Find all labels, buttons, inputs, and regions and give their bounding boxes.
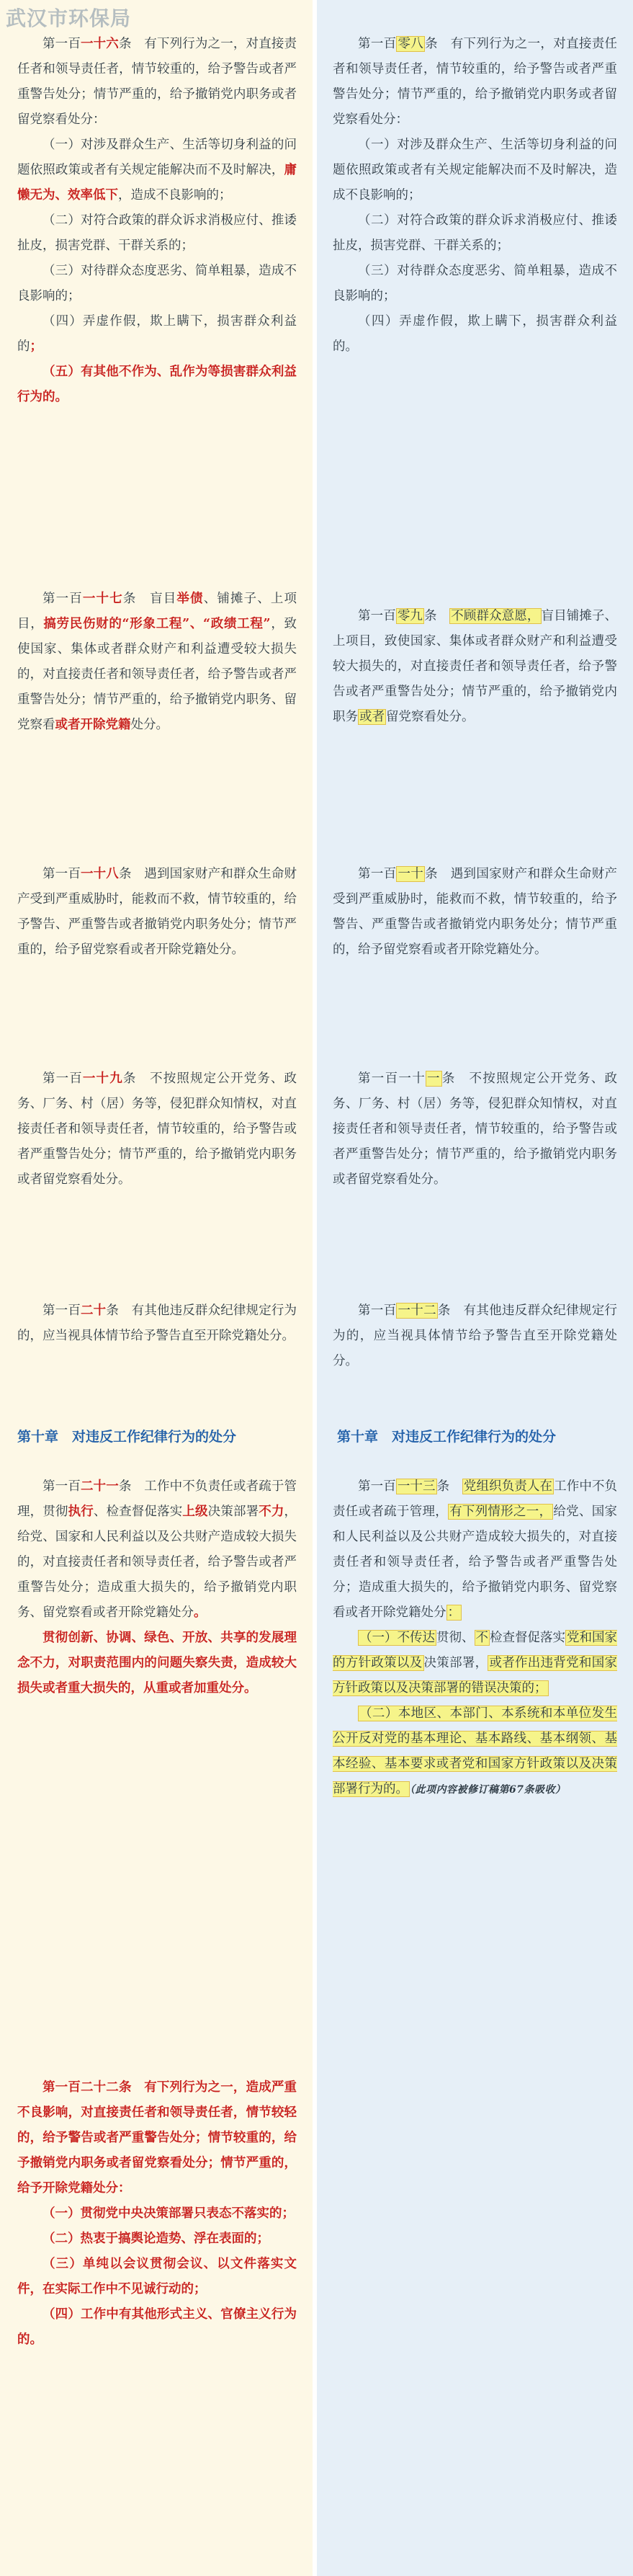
article-113: 第一百 一十三 条 党组织负责人在 工作中不负责任或者疏于管理， 有下列情形之一， 给党、国家和人民利益以及公共财产造成较大损失的，对直接责任者和领导责任者，给予警告或者严重警告处分；造成重大损失的，给予撤销党内职务、留党察看或者开除党籍处分 ： （一）不传达 贯彻、 不 检查督促落实 党和国家的方针政策以及 决策部署， 或者作出违背党和国家方针政策以及决策部署的错误决策的； （二）本地区、本部门、本系统和本单位发生公开反对党的基本理论、基本路线、基本纲领、基本经验、基本要求或者党和国家方针政策以及决策部署行为的。 （此项内容被修订稿第67条吸收） bbox=[333, 1474, 617, 1803]
article-111: 第一百一十 一 条 不按照规定公开党务、政务、厂务、村（居）务等，侵犯群众知情权，对直接责任者和领导责任者，情节较重的，给予警告或者严重警告处分；情节严重的，给予撤销党内职务或者留党察看处分。 bbox=[333, 1071, 618, 1187]
article-121-para-2: 贯彻创新、协调、绿色、开放、共享的发展理念不力，对职责范围内的问题失察失责，造成较大损失或者重大损失的，从重或者加重处分。 bbox=[17, 1631, 297, 1695]
article-121: 第一百二十一条 工作中不负责任或者疏于管理，贯彻执行、检查督促落实上级决策部署不力，给党、国家和人民利益以及公共财产造成较大损失的，对直接责任者和领导责任者，给予警告或者严重警告处分；造成重大损失的，给予撤销党内职务、留党察看或者开除党籍处分。 贯彻创新、协调、绿色、开放、共享的发展理念不力，对职责范围内的问题失察失责，造成较大损失或者重大损失的，从重或者加重处分。 bbox=[17, 1474, 297, 1701]
left-column bbox=[0, 0, 313, 2576]
article-117: 第一百一十七条 盲目举债、铺摊子、上项目，搞劳民伤财的“形象工程”、“政绩工程”，致使国家、集体或者群众财产和利益遭受较大损失的，对直接责任者和领导责任者，给予警告或者严重警告处分；情节严重的，给予撤销党内职务、留党察看或者开除党籍处分。 bbox=[17, 592, 297, 732]
article-122-item-2: （二）热衷于搞舆论造势、浮在表面的； bbox=[42, 2232, 269, 2246]
article-116 bbox=[17, 32, 297, 410]
article-108-item-4: （四）弄虚作假，欺上瞒下，损害群众利益的。 bbox=[333, 314, 617, 354]
article-108-item-1: （一）对涉及群众生产、生活等切身利益的问题依照政策或者有关规定能解决而不及时解决，造成不良影响的； bbox=[333, 138, 617, 202]
article-108-item-2: （二）对符合政策的群众诉求消极应付、推诿扯皮，损害党群、干群关系的； bbox=[333, 213, 617, 253]
article-116-item-4: （四）弄虚作假，欺上瞒下，损害群众利益的； bbox=[17, 314, 297, 354]
article-108-item-3: （三）对待群众态度恶劣、简单粗暴，造成不良影响的； bbox=[333, 264, 617, 303]
article-116-item-2: （二）对符合政策的群众诉求消极应付、推诿扯皮，损害党群、干群关系的； bbox=[17, 213, 297, 253]
watermark-logo: 武汉市环保局 bbox=[6, 6, 132, 30]
chapter-10-heading: 第十章 对违反工作纪律行为的处分 bbox=[17, 1429, 237, 1445]
article-116-item-3: （三）对待群众态度恶劣、简单粗暴，造成不良影响的； bbox=[17, 264, 297, 303]
right-column bbox=[317, 0, 633, 2576]
article-116-item-1: （一）对涉及群众生产、生活等切身利益的问题依照政策或者有关规定能解决而不及时解决，庸懒无为、效率低下，造成不良影响的； bbox=[17, 138, 297, 202]
article-110: 第一百 一十 条 遇到国家财产和群众生命财产受到严重威胁时，能救而不救，情节较重的，给予警告、严重警告或者撤销党内职务处分；情节严重的，给予留党察看或者开除党籍处分。 bbox=[333, 867, 618, 957]
revision-note: （此项内容被修订稿第67条吸收） bbox=[410, 1784, 566, 1796]
article-113-item-2: （二）本地区、本部门、本系统和本单位发生公开反对党的基本理论、基本路线、基本纲领、基本经验、基本要求或者党和国家方针政策以及决策部署行为的。 （此项内容被修订稿第67条吸收） bbox=[333, 1706, 617, 1796]
article-122: 第一百二十二条 有下列行为之一，造成严重不良影响，对直接责任者和领导责任者，情节较轻的，给予警告或者严重警告处分；情节较重的，给予撤销党内职务或者留党察看处分；情节严重的，给予开除党籍处分： （一）贯彻党中央决策部署只表态不落实的； （二）热衷于搞舆论造势、浮在表面的； （三）单纯以会议贯彻会议、以文件落实文件，在实际工作中不见诚行动的； （四）工作中有其他形式主义、官僚主义行为的。 bbox=[17, 2075, 297, 2353]
article-108: 第一百 零八 条 有下列行为之一，对直接责任者和领导责任者，情节较重的，给予警告或者严重警告处分；情节严重的，给予撤销党内职务或者留党察看处分： （一）对涉及群众生产、生活等切身利益的问题依照政策或者有关规定能解决而不及时解决，造成不良影响的； （二）对符合政策的群众诉求消极应付、推诿扯皮，损害党群、干群关系的； （三）对待群众态度恶劣、简单粗暴，造成不良影响的； （四）弄虚作假，欺上瞒下，损害群众利益的。 bbox=[333, 32, 617, 360]
article-113-item-1: （一）不传达 贯彻、 不 检查督促落实 党和国家的方针政策以及 决策部署， 或者作出违背党和国家方针政策以及决策部署的错误决策的； bbox=[333, 1631, 618, 1695]
article-118: 第一百一十八条 遇到国家财产和群众生命财产受到严重威胁时，能救而不救，情节较重的，给予警告、严重警告或者撤销党内职务处分；情节严重的，给予留党察看或者开除党籍处分。 bbox=[17, 867, 297, 957]
article-109: 第一百 零九 条 不顾群众意愿， 盲目铺摊子、上项目，致使国家、集体或者群众财产和利益遭受较大损失的，对直接责任者和领导责任者，给予警告或者严重警告处分；情节严重的，给予撤销党内职务 或者 留党察看处分。 bbox=[333, 609, 618, 724]
article-122-item-3: （三）单纯以会议贯彻会议、以文件落实文件，在实际工作中不见诚行动的； bbox=[17, 2257, 297, 2296]
article-116-head: 第一百一十六条 有下列行为之一，对直接责任者和领导责任者，情节较重的，给予警告或者严重警告处分；情节严重的，给予撤销党内职务或者留党察看处分： bbox=[17, 37, 297, 127]
article-112: 第一百 一十二 条 有其他违反群众纪律规定行为的，应当视具体情节给予警告直至开除党籍处分。 bbox=[333, 1303, 618, 1368]
article-120: 第一百二十条 有其他违反群众纪律规定行为的，应当视具体情节给予警告直至开除党籍处分。 bbox=[17, 1303, 297, 1343]
article-116-item-5: （五）有其他不作为、乱作为等损害群众利益行为的。 bbox=[17, 365, 297, 404]
article-122-item-1: （一）贯彻党中央决策部署只表态不落实的； bbox=[42, 2206, 295, 2221]
article-119: 第一百一十九条 不按照规定公开党务、政务、厂务、村（居）务等，侵犯群众知情权，对直接责任者和领导责任者，情节较重的，给予警告或者严重警告处分；情节严重的，给予撤销党内职务或者留党察看处分。 bbox=[17, 1071, 297, 1187]
chapter-10-heading-old: 第十章 对违反工作纪律行为的处分 bbox=[337, 1429, 557, 1445]
article-122-item-4: （四）工作中有其他形式主义、官僚主义行为的。 bbox=[17, 2307, 297, 2347]
